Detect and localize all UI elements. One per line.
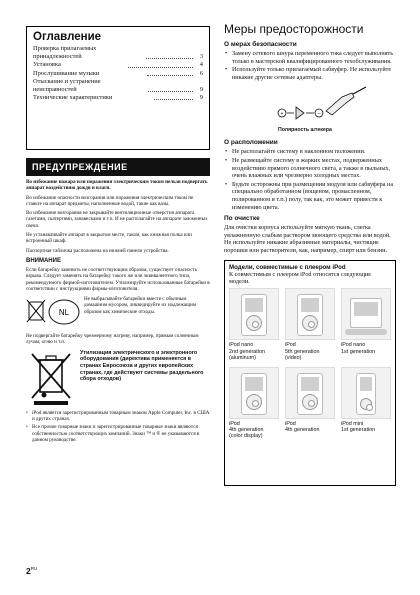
ipod-mini-image (341, 367, 391, 419)
model-caption: iPod 4th generation (285, 420, 320, 433)
warning-lead: Во избежание пожара или поражения электрическим током нельзя подвергать аппарат воздействию дождя и влаги. (26, 179, 208, 192)
plug-polarity-caption: Полярность штекера (278, 127, 332, 134)
toc-item-page: 6 (199, 69, 204, 77)
placement-heading: О расположении (224, 139, 278, 147)
nl-label: NL (58, 308, 70, 318)
toc-item[interactable] (33, 94, 203, 102)
attention-paragraph: Если батарейку заменить не соответствующим образом, существует опасность взрыва. Следует заменять на батарейку такого же или эквивалентного типа, рекомендуемого фирмой-изготовителем. Утилизируйте использованные батарейки в соответствии с инструкциями фирмы-изготовителя. (26, 266, 210, 292)
warning-paragraph: Во избежание возгорания не закрывайте вентиляционные отверстия аппарата газетами, скатертями, занавесками и т.п. И не располагайте на аппарате зажженных свечи. (26, 210, 208, 229)
toc-title: Оглавление (33, 31, 102, 43)
toc-item-page: 3 (199, 53, 204, 61)
placement-bullet: • Не размещайте систему в жарких местах, подверженных воздействию прямого солнечного света, а также в пыльных, очень влажных или чрезмерно холодных местах. (224, 157, 396, 180)
left-column (26, 26, 210, 443)
battery-disposal-text: Не выбрасывайте батарейки вместе с обычным домашним мусором, ликвидируйте их надлежащим образом как химические отходы. (84, 296, 196, 315)
precautions-title: Меры предосторожности (224, 22, 364, 36)
toc-item[interactable] (33, 78, 203, 94)
ipod-4th-gen-image (285, 367, 335, 419)
crossed-bin-icon (26, 350, 76, 408)
toc-item-title: Технические характеристики (33, 94, 113, 102)
model-item (341, 288, 391, 361)
warning-paragraph: Паспортная табличка расположена на нижней панели устройства. (26, 247, 169, 254)
model-caption: iPod nano 1st generation (341, 342, 376, 355)
models-subtitle: К совместимым с плеером iPod относятся следующие модели. (229, 270, 372, 285)
attention-heading: ВНИМАНИЕ (26, 257, 61, 264)
ipod-color-image (229, 367, 279, 419)
safety-bullet: • Замену сетевого шнура переменного тока следует выполнять только в мастерской квалифицированного техобслуживания. (224, 50, 396, 65)
trademark-note: • iPod является зарегистрированным товарным знаком Apple Computer, Inc. в США и других странах. (26, 410, 210, 423)
weee-block (26, 350, 210, 408)
model-caption: iPod 5th generation (video) (285, 342, 320, 362)
safety-heading: О мерах безопасности (224, 41, 297, 48)
model-item (341, 367, 391, 440)
plug-polarity-figure (224, 85, 396, 135)
heat-warning: Не подвергайте батарейку чрезмерному нагреву, например, прямым солнечным лучам, огню и т.п. (26, 333, 199, 346)
weee-text: Утилизация электрического и электронного оборудования (директива применяется в странах Евросоюза и других европейских странах, где действуют системы раздельного сбора отходов) (80, 349, 204, 383)
trademark-note: • Все прочие товарные знаки и зарегистрированные товарные знаки являются собственностью соответствующих компаний. Знаки ™ и ® не указываются в данном руководстве. (26, 424, 210, 443)
toc-item[interactable] (33, 45, 203, 61)
table-of-contents (26, 26, 210, 150)
toc-item-page: 9 (199, 94, 203, 102)
page-number: $2^{RU}$ (26, 566, 38, 576)
toc-item[interactable] (33, 70, 203, 78)
models-title: Модели, совместимые с плеером iPod (229, 263, 346, 271)
models-grid (229, 288, 391, 439)
model-item (285, 367, 335, 440)
cleaning-paragraph: Для очистки корпуса используйте мягкую ткань, слегка увлажненную слабым раствором моющего средства или водой. Не используйте никакие абразивные материалы, чистящие порошки или растворители, как, например, спирт или бензин. (224, 224, 391, 254)
model-caption: iPod nano 2nd generation (aluminum) (229, 342, 265, 362)
model-item (285, 288, 335, 361)
warning-heading: ПРЕДУПРЕЖДЕНИЕ (26, 158, 210, 176)
safety-bullet: • Используйте только прилагаемый сабвуфер. Не используйте никакие другие сетевые адаптеры. (224, 66, 396, 81)
model-item (229, 288, 279, 361)
ipod-video-image (285, 288, 335, 340)
placement-bullet: • Будьте осторожны при размещении модуля или сабвуфера на специально обработанном (вощеном, промасленном, полированном и т.п.) полу, так как, это может привести к изменению цвета. (224, 181, 396, 211)
model-item (229, 367, 279, 440)
battery-recycle-icon (26, 296, 82, 330)
right-column (224, 22, 396, 486)
ipod-nano-dock-image (341, 288, 391, 340)
model-caption: iPod 4th generation (color display) (229, 420, 264, 440)
toc-item-page: 4 (199, 61, 203, 69)
toc-item-title: Прослушивание музыки (33, 69, 100, 77)
warning-paragraph: Во избежание опасности возгорания или поражения электрическим током не ставьте на аппарат предметы, наполненные водой, такие как вазы. (26, 194, 194, 207)
svg-text:+: + (280, 111, 284, 118)
placement-bullet: • Не располагайте систему в наклонном положении. (224, 148, 396, 156)
toc-item-title: Отыскание и устранение неисправностей (33, 77, 101, 94)
warning-paragraph: Не устанавливайте аппарат в закрытом месте, таком, как книжная полка или встроенный шкаф. (26, 232, 192, 245)
plug-polarity-icon (224, 85, 396, 127)
toc-item-title: Проверка прилагаемых принадлежностей (33, 45, 97, 61)
toc-item-title: Установка (33, 61, 61, 69)
battery-disposal-block (26, 296, 210, 330)
compatible-models-box (224, 260, 396, 486)
cleaning-heading: По очистке (224, 215, 260, 223)
toc-item-page: 9 (199, 86, 204, 94)
ipod-nano-image (229, 288, 279, 340)
model-caption: iPod mini 1st generation (341, 420, 376, 433)
toc-item[interactable] (33, 61, 203, 69)
svg-text:–: – (317, 111, 321, 118)
